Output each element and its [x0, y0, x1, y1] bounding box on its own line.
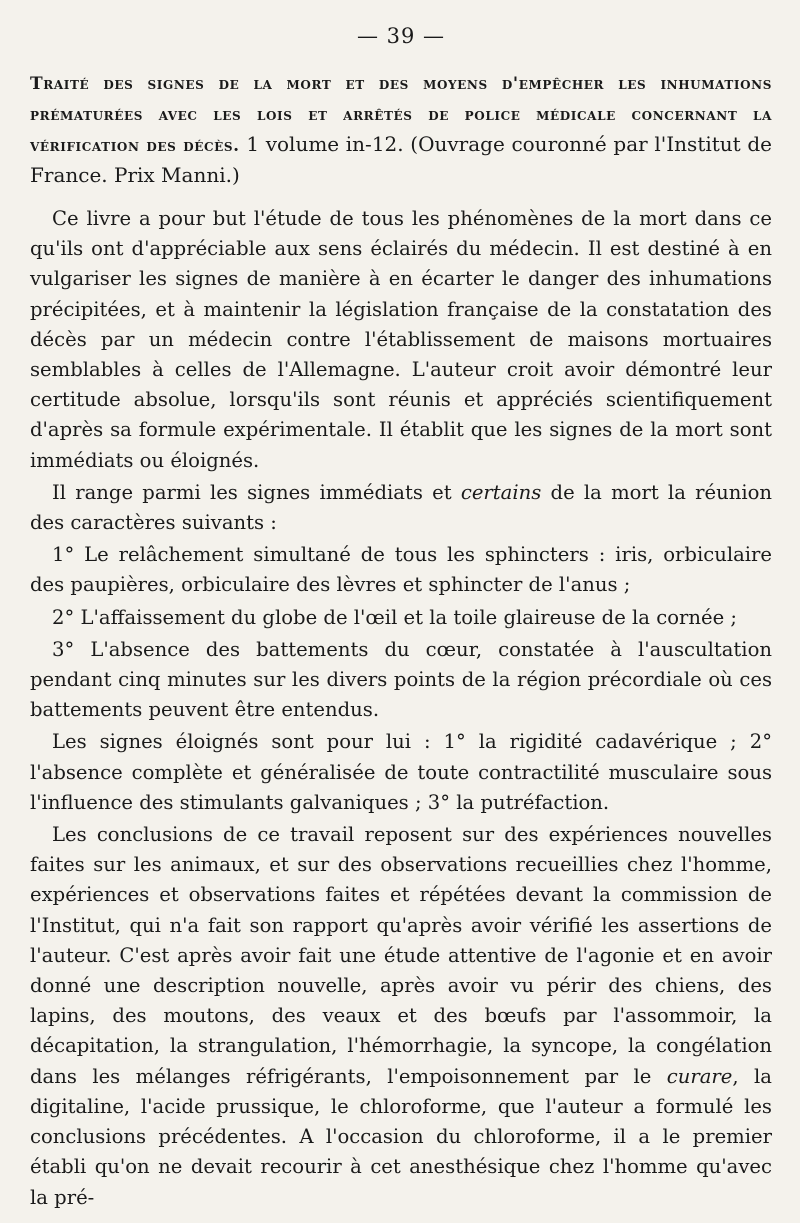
paragraph-immediate-signs	[30, 478, 772, 538]
entry-title: Traité des signes de la mort et des moyens d'empêcher les inhumations prématurées avec les lois et arrêtés de police médicale concernant la vérification des décès.	[30, 74, 772, 156]
paragraph-purpose: Ce livre a pour but l'étude de tous les phénomènes de la mort dans ce qu'ils ont d'appréciable aux sens éclairés du médecin. Il est destiné à en vulgariser les signes de manière à en écarter le danger des inhumations précipitées, et à maintenir la législation française de la constatation des décès par un médecin contre l'établissement de maisons mortuaires semblables à celles de l'Allemagne. L'auteur croit avoir démontré leur certitude absolue, lorsqu'ils sont réunis et appréciés scientifiquement d'après sa formule expérimentale. Il établit que les signes de la mort sont immédiats ou éloignés.	[30, 207, 772, 472]
paragraph-conclusions-text-a: Les conclusions de ce travail reposent sur des expériences nouvelles faites sur les animaux, et sur des observations recueillies chez l'homme, expériences et observations faites et répétées devant la commission de l'Institut, qui n'a fait son rapport qu'après avoir vérifié les assertions de l'auteur. C'est après avoir fait une étude attentive de l'agonie et en avoir donné une description nouvelle, après avoir vu périr des chiens, des lapins, des moutons, des veaux et des bœufs par l'assommoir, la décapitation, la strangulation, l'hémorrhagie, la syncope, la congélation dans les mélanges réfrigérants, l'empoisonnement par le	[30, 823, 772, 1088]
list-item-sign-1: 1° Le relâchement simultané de tous les sphincters : iris, orbiculaire des paupières, orbiculaire des lèvres et sphincter de l'anus ;	[30, 543, 772, 597]
emphasis-curare: curare	[666, 1064, 733, 1088]
paragraph-conclusions-text-b: , la digitaline, l'acide prussique, le chloroforme, que l'auteur a formulé les conclusions précédentes. A l'occasion du chloroforme, il a le premier établi qu'on ne devait recourir à cet anesthésique chez l'homme qu'avec la pré-	[30, 1064, 772, 1209]
paragraph-immediate-signs-text-a: Il range parmi les signes immédiats et	[52, 480, 461, 504]
list-item-sign-2: 2° L'affaissement du globe de l'œil et la toile glaireuse de la cornée ;	[52, 605, 737, 629]
list-item-sign-3: 3° L'absence des battements du cœur, constatée à l'auscultation pendant cinq minutes sur les divers points de la région précordiale où ces battements peuvent être entendus.	[30, 637, 772, 722]
paragraph-immediate-signs-text-b: de la mort la réunion des caractères suivants :	[30, 480, 772, 535]
page-number: — 39 —	[356, 24, 446, 48]
emphasis-certains: certains	[460, 480, 542, 504]
paragraph-remote-signs: Les signes éloignés sont pour lui : 1° la rigidité cadavérique ; 2° l'absence complète et généralisée de toute contractilité musculaire sous l'influence des stimulants galvaniques ; 3° la putréfaction.	[30, 730, 772, 814]
entry-details: 1 volume in-12. (Ouvrage couronné par l'Institut de France. Prix Manni.)	[30, 132, 773, 187]
bibliographic-entry	[30, 68, 772, 190]
paragraph-conclusions	[30, 820, 772, 1213]
